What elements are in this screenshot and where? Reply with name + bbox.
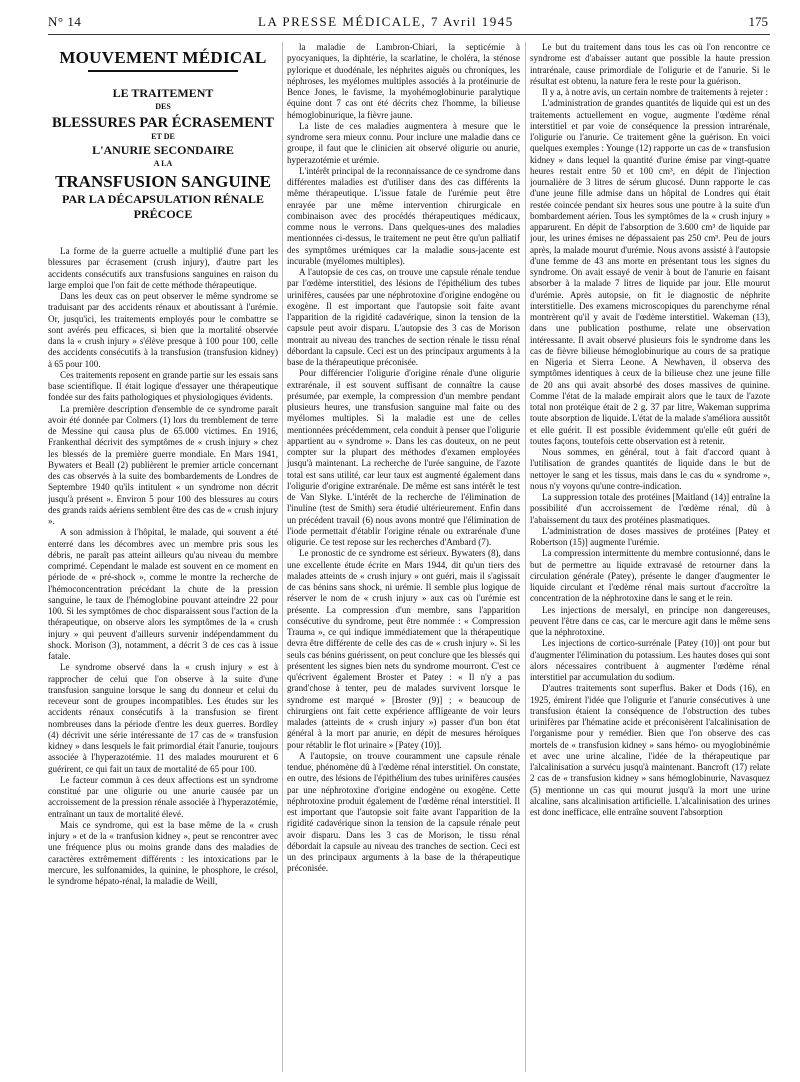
issue-number: N° 14 xyxy=(48,14,82,29)
paragraph: L'intérêt principal de la reconnaissance de ce syndrome dans différentes maladies est d'utiliser dans des cas différents la même thérapeutique. L'issue fatale de l'urémie peut être enrayée par une même intervention chirurgicale en combinaison avec des procédés thérapeutiques médicaux, comme nous le verrons. Dans quelques-unes des maladies mentionnées ci-dessus, le traitement ne peut être qu'un palliatif des symptômes urémiques car la maladie sous-jacente est incurable (myélomes multiples). xyxy=(287,165,520,266)
paragraph: L'administration de grandes quantités de liquide qui est un des traitements actuellement en vogue, augmente l'œdème rénal interstitiel et par voie de conséquence la pression intrarénale, l'oligurie ou l'anurie. Ce traitement gêne la guérison. En voici quelques exemples : Younge (12) rapporte un cas de « transfusion kidney » dans lequel la quantité d'urine émise par vingt-quatre heures restait entre 50 et 100 cm³, en dépit de l'injection journalière de 3 litres de sérum glucosé. Dunn rapporte le cas d'une jeune fille admise dans un hôpital de Londres qui était restée coincée pendant six heures sous une poutre à la suite d'un bombardement aérien. Tous les symptômes de la « crush injury » apparurent. En dépit de l'absorption de 3.600 cm³ de liquide par jour, les urines émises ne dépassaient pas 250 cm³. Peu de jours après, la malade mourut d'urémie. Nous avons assisté à l'autopsie d'une femme de 43 ans morte en présentant tous les signes du syndrome. On avait essayé de venir à bout de l'anurie en faisant absorber à la malade 7 litres de liquide par jour. Elle mourut d'urémie. Après autopsie, on fit le diagnostic de néphrite interstitielle. Des examens microscopiques du parenchyme rénal montrèrent qu'il y avait de l'œdème interstitiel. Wakeman (13), dans une publication posthume, relate une observation intéressante. Il avait observé plusieurs fois le syndrome dans les cas de fièvre bilieuse hémoglobinurique au cours de sa pratique en Nigeria et Sierra Leone. A Newhaven, il observa des symptômes identiques à ceux de la bilieuse chez une jeune fille de 20 ans qui avait absorbé des doses massives de quinine. Comme l'état de la malade empirait alors que le taux de l'azote total non protéique était de 2 g. 37 par litre, Wakeman supprima toute absorption de liquide. L'état de la malade s'améliora aussitôt et elle guérit. Il est possible évidemment qu'elle eût guéri de toutes façons, toutefois cette observation est à retenir. xyxy=(530,98,770,446)
title-line: L'ANURIE SECONDAIRE xyxy=(92,143,234,157)
paragraph: Le pronostic de ce syndrome est sérieux. Bywaters (8), dans une excellente étude écrite en Mars 1944, dit qu'un tiers des malades atteints de « crush injury » ont guéri, mais il s'agissait de cas bénins sans shock, ni urémie. Il semble plus logique de réserver le nom de « crush injury » aux cas où l'urémie est présente. La compression d'un membre, sans l'apparition consécutive du syndrome, peut être nommée : « Compression Trauma », ce qui indique immédiatement que la thérapeutique devra être différente de celle des cas de « crush injury ». Si les seuls cas bénins guérissent, on peut conclure que les blessés qui présentent les signes bien nets du syndrome mourront. C'est ce qu'écrivent également Broster et Patey : « Il n'y a pas grand'chose à tenter, peu de malades survivent lorsque le syndrome est marqué » [Broster (9)] ; « beaucoup de chirurgiens ont fait cette expérience affligeante de voir leurs malades (atteints de « crush injury ») passer d'un bon état général à la mort par anurie, en dépit de mesures héroïques pour rétablir le flot urinaire » [Patey (10)]. xyxy=(287,548,520,750)
paragraph: Mais ce syndrome, qui est la base même de la « crush injury » et de la « tranfusion kidney », peut se rencontrer avec une fréquence plus ou moins grande dans des maladies de caractères extrêmement différents : les intoxications par le mercure, les sulfonamides, la quinine, le phosphore, le crésol, le syndrome hépato-rénal, la maladie de Weill, xyxy=(48,819,278,886)
title-line: A LA xyxy=(153,159,173,168)
paragraph: Nous sommes, en général, tout à fait d'accord quant à l'utilisation de grandes quantités de liquide dans le but de nettoyer le sang et les tissus, mais dans le cas du « syndrome », nous n'y voyons qu'une contre-indication. xyxy=(530,447,770,491)
paragraph: Ces traitements reposent en grande partie sur les essais sans base scientifique. Il était logique d'essayer une thérapeutique fondée sur des faits pathologiques et physiologiques évidents. xyxy=(48,369,278,403)
paragraph: la maladie de Lambron-Chiari, la septicémie à pyocyaniques, la diphtérie, la scarlatine, le choléra, la sténose pylorique et duodénale, les néphrites aiguës ou chroniques, les néphroses, les myélomes multiples associés à la protéinurie de Bence Jones, le favisme, la myohémoglobinurie paralytique équine dont 7 cas ont été décrits chez l'homme, la bilieuse hémoglobinurique, la fièvre jaune. xyxy=(287,42,520,120)
title-line: PAR LA DÉCAPSULATION RÉNALE xyxy=(62,192,264,206)
column-3-body xyxy=(530,42,770,818)
paragraph: D'autres traitements sont superflus. Baker et Dods (16), en 1925, émirent l'idée que l'oligurie et l'anurie consécutives à une transfusion étaient la conséquence de l'obstruction des tubes urinifères par l'hématine acide et préconisèrent l'alcalinisation de l'organisme pour y remédier. Bien que l'on observe des cas mortels de « transfusion kidney » sans hémo- ou myoglobinémie et avec une urine alcaline, l'idée de la thérapeutique par l'alcalinisation a survécu jusqu'à maintenant. Bancroft (17) relate 2 cas de « transfusion kidney » sans hémoglobinurie, Navasquez (5) mentionne un cas qui mourut jusqu'à la mort une urine alcaline, sans alcalinisation artificielle. L'alcalinisation des urines est donc inefficace, elle entraîne souvent l'absorption xyxy=(530,683,770,817)
paragraph: La première description d'ensemble de ce syndrome paraît avoir été donnée par Colmers (1) lors du tremblement de terre de Messine qui causa plus de 65.000 victimes. En 1916, Frankenthal décrivit des symptômes de « crush injury » chez les blessés de la première guerre mondiale. En Mars 1941, Bywaters et Beall (2) publièrent le premier article concernant des cas observés à la suite des bombardements de Londres de Septembre 1940 qu'ils intitulent « un syndrome non décrit jusqu'à présent ». Environ 5 pour 100 des blessures au cours des grands raids aériens semblent être des cas de « crush injury ». xyxy=(48,403,278,526)
column-divider xyxy=(525,42,526,1072)
paragraph: La forme de la guerre actuelle a multiplié d'une part les blessures par écrasement (crush injury), d'autre part les accidents consécutifs aux transfusions sanguines en raison du large emploi que l'on fait de cette méthode thérapeutique. xyxy=(48,246,278,290)
column-divider xyxy=(282,42,283,1072)
paragraph: La compression intermittente du membre contusionné, dans le but de permettre au liquide extravasé de retourner dans la circulation générale (Patey), présente le danger d'augmenter le liquide circulant et l'œdème rénal mais surtout d'accroître la concentration de la néphrotoxine dans le sang et le rein. xyxy=(530,548,770,604)
paragraph: L'administration de doses massives de protéines [Patey et Robertson (15)] augmente l'urémie. xyxy=(530,525,770,547)
paragraph: Le but du traitement dans tous les cas où l'on rencontre ce syndrome est d'abaisser autant que possible la haute pression intrarénale, cause primordiale de l'oligurie et de l'anurie. Si le résultat est obtenu, la nature fera le reste pour la guérison. xyxy=(530,42,770,86)
title-line: DES xyxy=(155,102,171,111)
column-1-body xyxy=(48,246,278,887)
column-2-body xyxy=(287,42,520,875)
paragraph: Dans les deux cas on peut observer le même syndrome se traduisant par des accidents rénaux et aboutissant à l'urémie. Or, jusqu'ici, les traitements employés pour le combattre se sont avérés peu efficaces, si bien que la mortalité observée dans la « crush injury » s'élève presque à 100 pour 100, celle des accidents consécutifs à la transfusion (transfusion kidney) à 65 pour 100. xyxy=(48,291,278,369)
section-rule xyxy=(88,70,238,72)
paragraph: Les injections de mersalyl, en principe non dangereuses, peuvent l'être dans ce cas, car le mercure agit dans le même sens que la néphrotoxine. xyxy=(530,604,770,637)
column-2 xyxy=(287,42,520,1077)
journal-title: LA PRESSE MÉDICALE, 7 Avril 1945 xyxy=(258,14,514,29)
title-line: ET DE xyxy=(151,132,175,141)
paragraph: Les injections de cortico-surrénale [Patey (10)] ont pour but d'augmenter l'élimination du potassium. Les hautes doses qui sont alors nécessaires contribuent à augmenter l'œdème rénal interstitiel par accumulation du sodium. xyxy=(530,638,770,682)
section-title: MOUVEMENT MÉDICAL xyxy=(59,48,267,67)
paragraph: Il y a, à notre avis, un certain nombre de traitements à rejeter : xyxy=(542,87,768,97)
column-1 xyxy=(48,42,278,1077)
title-line: PRÉCOCE xyxy=(133,207,193,221)
header-rule xyxy=(48,34,770,35)
article-title xyxy=(48,86,278,222)
column-3 xyxy=(530,42,770,1077)
title-line: LE TRAITEMENT xyxy=(112,86,214,100)
paragraph: A son admission à l'hôpital, le malade, qui souvent a été enterré dans les décombres avec un membre pris sous les débris, ne paraît pas atteint ailleurs qu'au niveau du membre comprimé. Cependant le malade est souvent en ce moment en période de « pré-shock », comme le montre la recherche de l'hémoconcentration précédant la chute de la pression sanguine, le taux de l'hémoglobine pouvant atteindre 22 pour 100. Si les symptômes de choc disparaissent sous l'action de la thérapeutique, on observe alors les symptômes de la « crush injury » qui peuvent d'ailleurs survenir indépendamment du shock. Morison (3), notamment, a décrit 3 de ces cas à issue fatale. xyxy=(48,527,278,661)
paragraph: A l'autopsie, on trouve couramment une capsule rénale tendue, phénomène dû à l'œdème rénal interstitiel. On constate, en outre, des lésions de l'épithélium des tubes urinifères causées par une néphrotoxine d'origine endogène ou exogène. Cette néphrotoxine produit également de l'œdème rénal interstitiel. Il est important que l'autopsie soit faite avant l'apparition de la rigidité cadavérique sinon la tension de la capsule rénale peut avoir disparu. Dans les 3 cas de Morison, le tissu rénal débordait la capsule au niveau des tranches de section. Ceci est un des principaux arguments à la base de la thérapeutique préconisée. xyxy=(287,750,520,874)
paragraph: La suppression totale des protéines [Maitland (14)] entraîne la possibilité d'un accroissement de l'œdème rénal, dû à l'abaissement du taux des protéines plasmatiques. xyxy=(530,492,770,525)
paragraph: Le facteur commun à ces deux affections est un syndrome constitué par une oligurie ou une anurie causée par un accroissement de la pression rénale associée à l'hyperazotémie, entraînant un taux de mortalité élevé. xyxy=(48,774,278,819)
title-line: BLESSURES PAR ÉCRASEMENT xyxy=(51,115,275,131)
paragraph: Pour différencier l'oligurie d'origine rénale d'une oligurie extrarénale, il est souvent suffisant de connaître la cause présumée, par exemple, la compression d'un membre pendant plusieurs heures, une transfusion sanguine mal faite ou des myélomes multiples. Si la maladie est une de celles mentionnées précédemment, cela conduit à penser que l'oligurie appartient au « syndrome ». Dans les cas douteux, on ne peut compter sur la plupart des méthodes d'examen employées jusqu'à maintenant. La recherche de l'urée sanguine, de l'azote total est sans utilité, car leur taux est augmenté également dans l'oligurie d'origine extrarénale. De même est sans intérêt le test de Van Slyke. L'intérêt de la recherche de l'élimination de l'inuline (test de Smith) sera étudié ultérieurement. Enfin dans un précédent travail (6) nous avons montré que l'élimination de l'iode permettait d'établir l'origine rénale ou extrarénale d'une oligurie. Ce test repose sur les recherches d'Ambard (7). xyxy=(287,368,520,547)
page-header xyxy=(48,14,768,34)
paragraph: Le syndrome observé dans la « crush injury » est à rapprocher de celui que l'on observe à la suite d'une transfusion sanguine lorsque le sang du donneur et celui du receveur sont de groupes incompatibles. Les études sur les accidents rénaux consécutifs à la transfusion se firent nombreuses dans la période d'entre les deux guerres. Bordley (4) décrivit une série intéressante de 17 cas de « transfusion kidney » dans lesquels le fait primordial était l'anurie, toujours associée à l'hyperazotémie. 11 des malades moururent et 6 guérirent, ce qui fait un taux de mortalité de 65 pour 100. xyxy=(48,662,278,774)
title-line: TRANSFUSION SANGUINE xyxy=(55,172,271,191)
page-number: 175 xyxy=(748,14,768,29)
paragraph: A l'autopsie de ces cas, on trouve une capsule rénale tendue par l'œdème interstitiel, des lésions de l'épithélium des tubes urinifères, causées par une néphrotoxine d'origine endogène ou exogène. Il est important que l'autopsie soit faite avant l'apparition de la rigidité cadavérique, sinon la tension de la capsule peut avoir disparu. L'autopsie des 3 cas de Morison montrait au niveau des tranches de section rénale le tissu rénal débordant la capsule. Ceci est un des principaux arguments à la base de la thérapeutique préconisée. xyxy=(287,267,520,367)
paragraph: La liste de ces maladies augmentera à mesure que le syndrome sera mieux connu. Pour inclure une maladie dans ce groupe, il faut que le clinicien ait observé oligurie ou anurie, hyperazotémie et urémie. xyxy=(287,120,520,165)
